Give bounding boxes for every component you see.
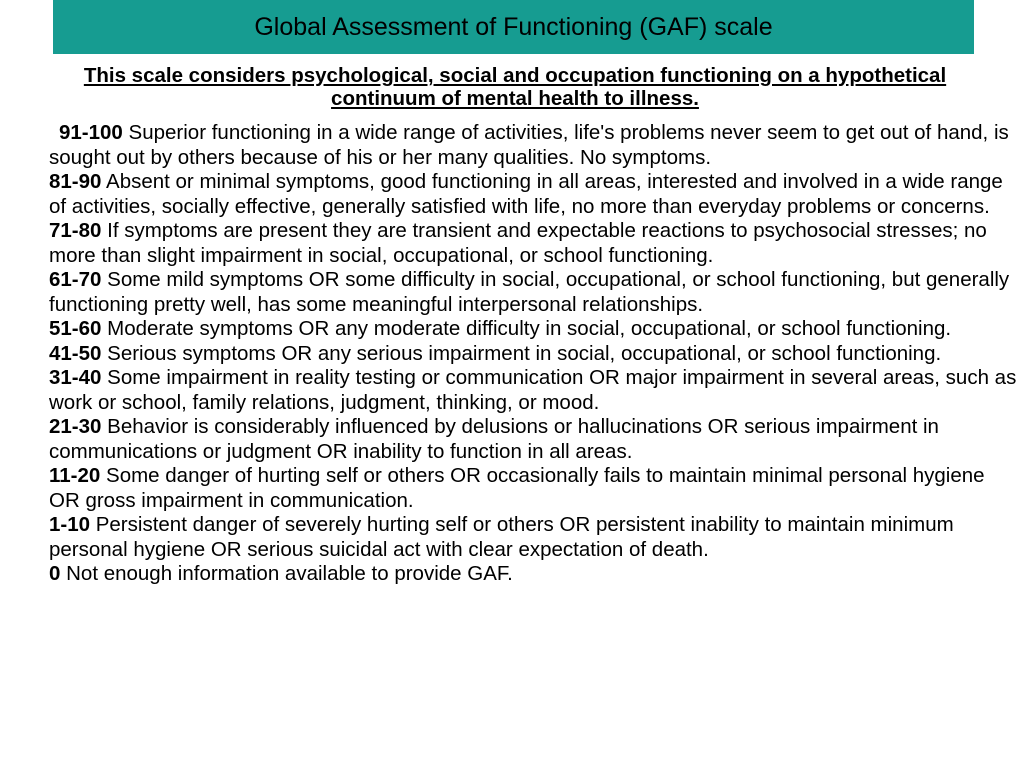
scale-description-text: Serious symptoms OR any serious impairment in social, occupational, or school functioning. (107, 341, 942, 365)
scale-item-51-60 (49, 317, 1019, 342)
scale-range: 0 (49, 562, 61, 585)
scale-description-text: Not enough information available to provide GAF. (66, 562, 513, 585)
scale-description-text: If symptoms are present they are transient and expectable reactions to psychosocial stresses; no more than slight impairment in social, occupational, or school functioning. (49, 219, 987, 267)
scale-range: 11-20 (49, 464, 101, 487)
scale-item-21-30 (49, 415, 1019, 464)
scale-item-61-70 (49, 268, 1019, 317)
scale-item-0 (49, 562, 1019, 587)
scale-description-text: Behavior is considerably influenced by delusions or hallucinations OR serious impairment in communications or judgment OR inability to function in all areas. (49, 415, 939, 463)
scale-range: 51-60 (49, 317, 102, 340)
scale-item-1-10 (49, 513, 1019, 562)
title-bar (53, 0, 974, 54)
scale-description-text: Superior functioning in a wide range of activities, life's problems never seem to get out of hand, is sought out by others because of his or her many qualities. No symptoms. (49, 121, 1009, 169)
scale-range: 41-50 (49, 341, 102, 365)
scale-item-31-40 (49, 366, 1019, 415)
scale-range: 21-30 (49, 415, 102, 438)
scale-item-81-90 (49, 170, 1019, 219)
scale-range: 91-100 (59, 121, 123, 144)
scale-description-text: Some danger of hurting self or others OR occasionally fails to maintain minimal personal hygiene OR gross impairment in communication. (49, 464, 985, 512)
scale-range: 81-90 (49, 170, 102, 193)
scale-item-71-80 (49, 219, 1019, 268)
scale-description-text: Persistent danger of severely hurting self or others OR persistent inability to maintain minimum personal hygiene OR serious suicidal act with clear expectation of death. (49, 513, 954, 561)
scale-range: 1-10 (49, 513, 91, 536)
scale-item-91-100 (49, 121, 1019, 170)
scale-description-text: Absent or minimal symptoms, good functioning in all areas, interested and involved in a wide range of activities, socially effective, generally satisfied with life, no more than everyday problems or concerns. (49, 170, 1003, 218)
scale-description-text: Some mild symptoms OR some difficulty in social, occupational, or school functioning, but generally functioning pretty well, has some meaningful interpersonal relationships. (49, 268, 1010, 316)
scale-description: This scale considers psychological, social and occupation functioning on a hypothetical continuum of mental health to illness. (83, 64, 947, 110)
gaf-scale-list (49, 121, 1019, 587)
scale-item-11-20 (49, 464, 1019, 513)
scale-description-text: Some impairment in reality testing or communication OR major impairment in several areas, such as work or school, family relations, judgment, thinking, or mood. (49, 366, 1017, 414)
scale-description-text: Moderate symptoms OR any moderate difficulty in social, occupational, or school functioning. (107, 317, 952, 340)
scale-range: 61-70 (49, 268, 102, 291)
scale-item-41-50 (49, 342, 1019, 367)
scale-range: 71-80 (49, 219, 102, 242)
scale-range: 31-40 (49, 366, 102, 389)
page-title: Global Assessment of Functioning (GAF) scale (254, 12, 773, 41)
